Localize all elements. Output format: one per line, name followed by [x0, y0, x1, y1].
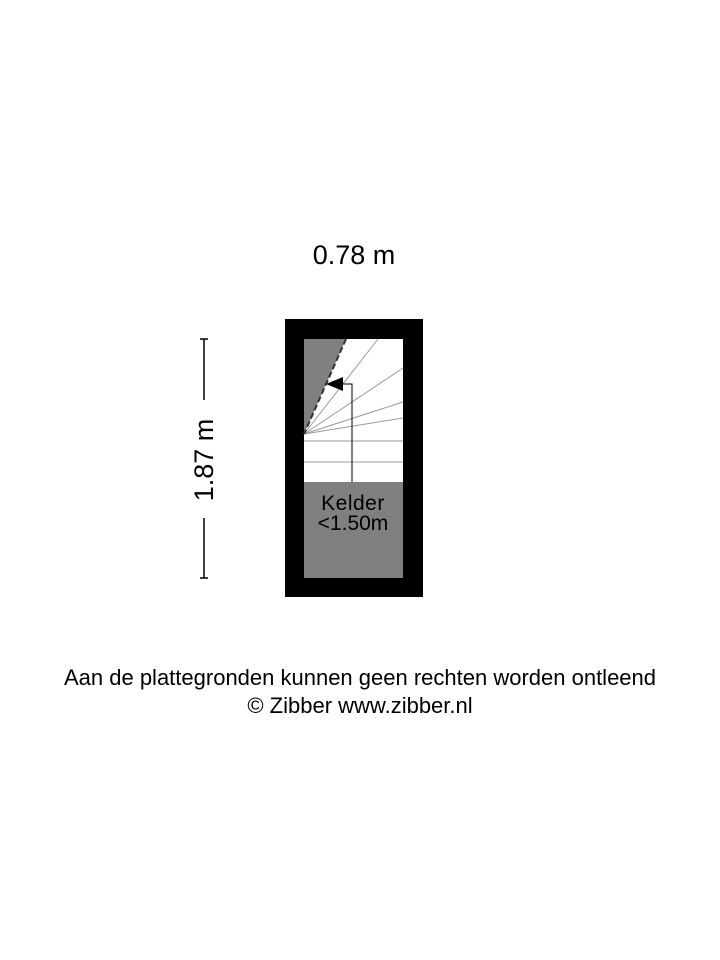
- credit-text: © Zibber www.zibber.nl: [247, 693, 473, 718]
- room-height-note: <1.50m: [317, 512, 389, 535]
- disclaimer-text: Aan de plattegronden kunnen geen rechten worden ontleend: [63, 665, 657, 690]
- height-dimension-label: 1.87 m: [189, 418, 219, 502]
- room-name: Kelder: [321, 492, 385, 515]
- width-dimension-label: 0.78 m: [312, 240, 396, 270]
